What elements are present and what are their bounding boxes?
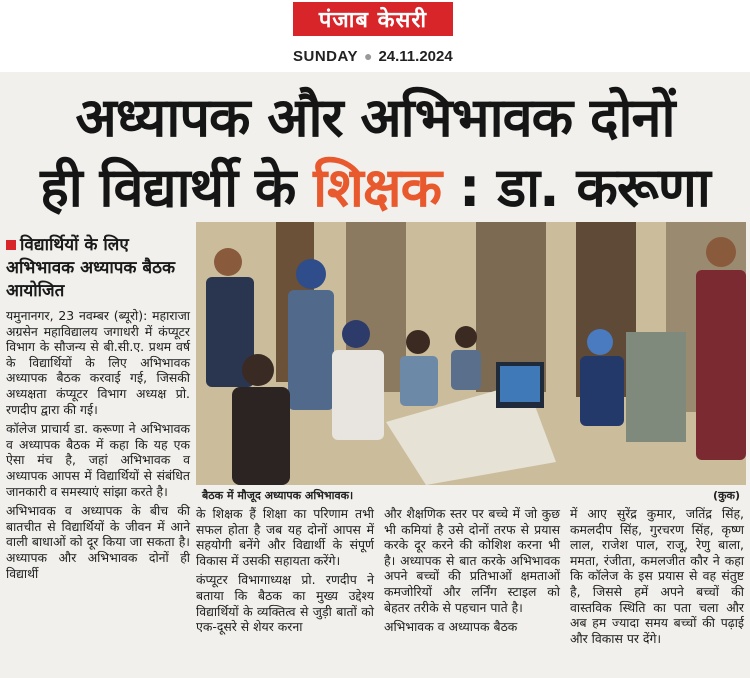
- sub-headline: [6, 234, 191, 303]
- dateline: [293, 42, 493, 70]
- paragraph: कॉलेज प्राचार्य डा. करूणा ने अभिभावक व अध्यापक बैठक में कहा कि यह एक ऐसा मंच है, जहां अभिभावक व अध्यापक आपस में विद्यार्थियों से संबंधित जानकारी व समस्याएं सांझा करते है।: [6, 421, 190, 499]
- article-column-1: [6, 308, 190, 585]
- headline: [0, 72, 750, 222]
- paragraph: यमुनानगर, 23 नवम्बर (ब्यूरो): महाराजा अग्रसेन महाविद्यालय जगाधरी में कंप्यूटर विभाग के सौजन्य से बी.सी.ए. प्रथम वर्ष के विद्यार्थियों के लिए अभिभावक अध्यापक बैठक करवाई गई, जिसकी अध्यक्षता कंप्यूटर विभाग अध्यक्ष प्रो. रणदीप द्वारा की गई।: [6, 308, 190, 417]
- sub-headline-text: विद्यार्थियों के लिए अभिभावक अध्यापक बैठक आयोजित: [6, 235, 176, 301]
- news-photo: [196, 222, 746, 485]
- caption-text: बैठक में मौजूद अध्यापक अभिभावक।: [202, 488, 354, 502]
- issue-day: SUNDAY: [293, 47, 358, 65]
- meeting-photo-illustration: [196, 222, 746, 485]
- headline-line-1: अध्यापक और अभिभावक दोनों: [75, 86, 675, 149]
- newspaper-masthead-logo: पंजाब केसरी: [293, 2, 453, 36]
- article-column-2: [196, 506, 374, 639]
- paragraph: अभिभावक व अध्यापक के बीच की बातचीत से विद्यार्थियों के जीवन में आने वाली बाधाओं को दूर किया जा सकता है। अध्यापक और अभिभावक दोनों ही विद्यार्थी: [6, 503, 190, 581]
- paragraph: में आए सुरेंद्र कुमार, जतिंद्र सिंह, कमलदीप सिंह, गुरचरण सिंह, कृष्ण लाल, राजेश पाल, राजू, रेणु बाला, ममता, रंजीता, कमलजीत कौर ने कहा कि कॉलेज के इस प्रयास से वह संतुष्ट है, जिससे हमें अपने बच्चों की वास्तविक स्थिति का पता चला और अब हम ज्यादा समय बच्चों की पढ़ाई और विकास पर देंगे।: [570, 506, 744, 646]
- paragraph: के शिक्षक हैं शिक्षा का परिणाम तभी सफल होता है जब यह दोनों आपस में सहयोगी बनेंगे और विद्यार्थी के संपूर्ण विकास में उसकी सहायता करेंगे।: [196, 506, 374, 568]
- article-column-3: [384, 506, 560, 639]
- issue-date: 24.11.2024: [378, 47, 453, 65]
- news-clipping: [0, 72, 750, 678]
- separator-dot-icon: ●: [363, 48, 373, 64]
- headline-line-2: [0, 148, 750, 222]
- kicker-marker-icon: [6, 240, 16, 250]
- paragraph: और शैक्षणिक स्तर पर बच्चे में जो कुछ भी कमियां है उसे दोनों तरफ से प्रयास करके दूर करने की कोशिश करना भी है। अध्यापक से बात करके अभिभावक अपने बच्चों की प्रतिभाओं क्षमताओं कमजोरियों और लर्निंग स्टाइल को बेहतर तरीके से पहचान पाते है।: [384, 506, 560, 615]
- paragraph: अभिभावक व अध्यापक बैठक: [384, 619, 518, 635]
- paragraph: कंप्यूटर विभागाध्यक्ष प्रो. रणदीप ने बताया कि बैठक का मुख्य उद्देश्य विद्यार्थियों के व्यक्तित्व से जुड़ी बातों को एक-दूसरे से शेयर करना: [196, 572, 374, 635]
- headline-accent-word: शिक्षक: [313, 156, 442, 219]
- headline-line-2-end: : डा. करूणा: [441, 156, 710, 219]
- photo-caption: [196, 485, 746, 505]
- headline-line-2-start: ही विद्यार्थी के: [40, 156, 314, 219]
- article-column-4: [570, 506, 744, 650]
- photo-credit: (कुक): [713, 488, 740, 502]
